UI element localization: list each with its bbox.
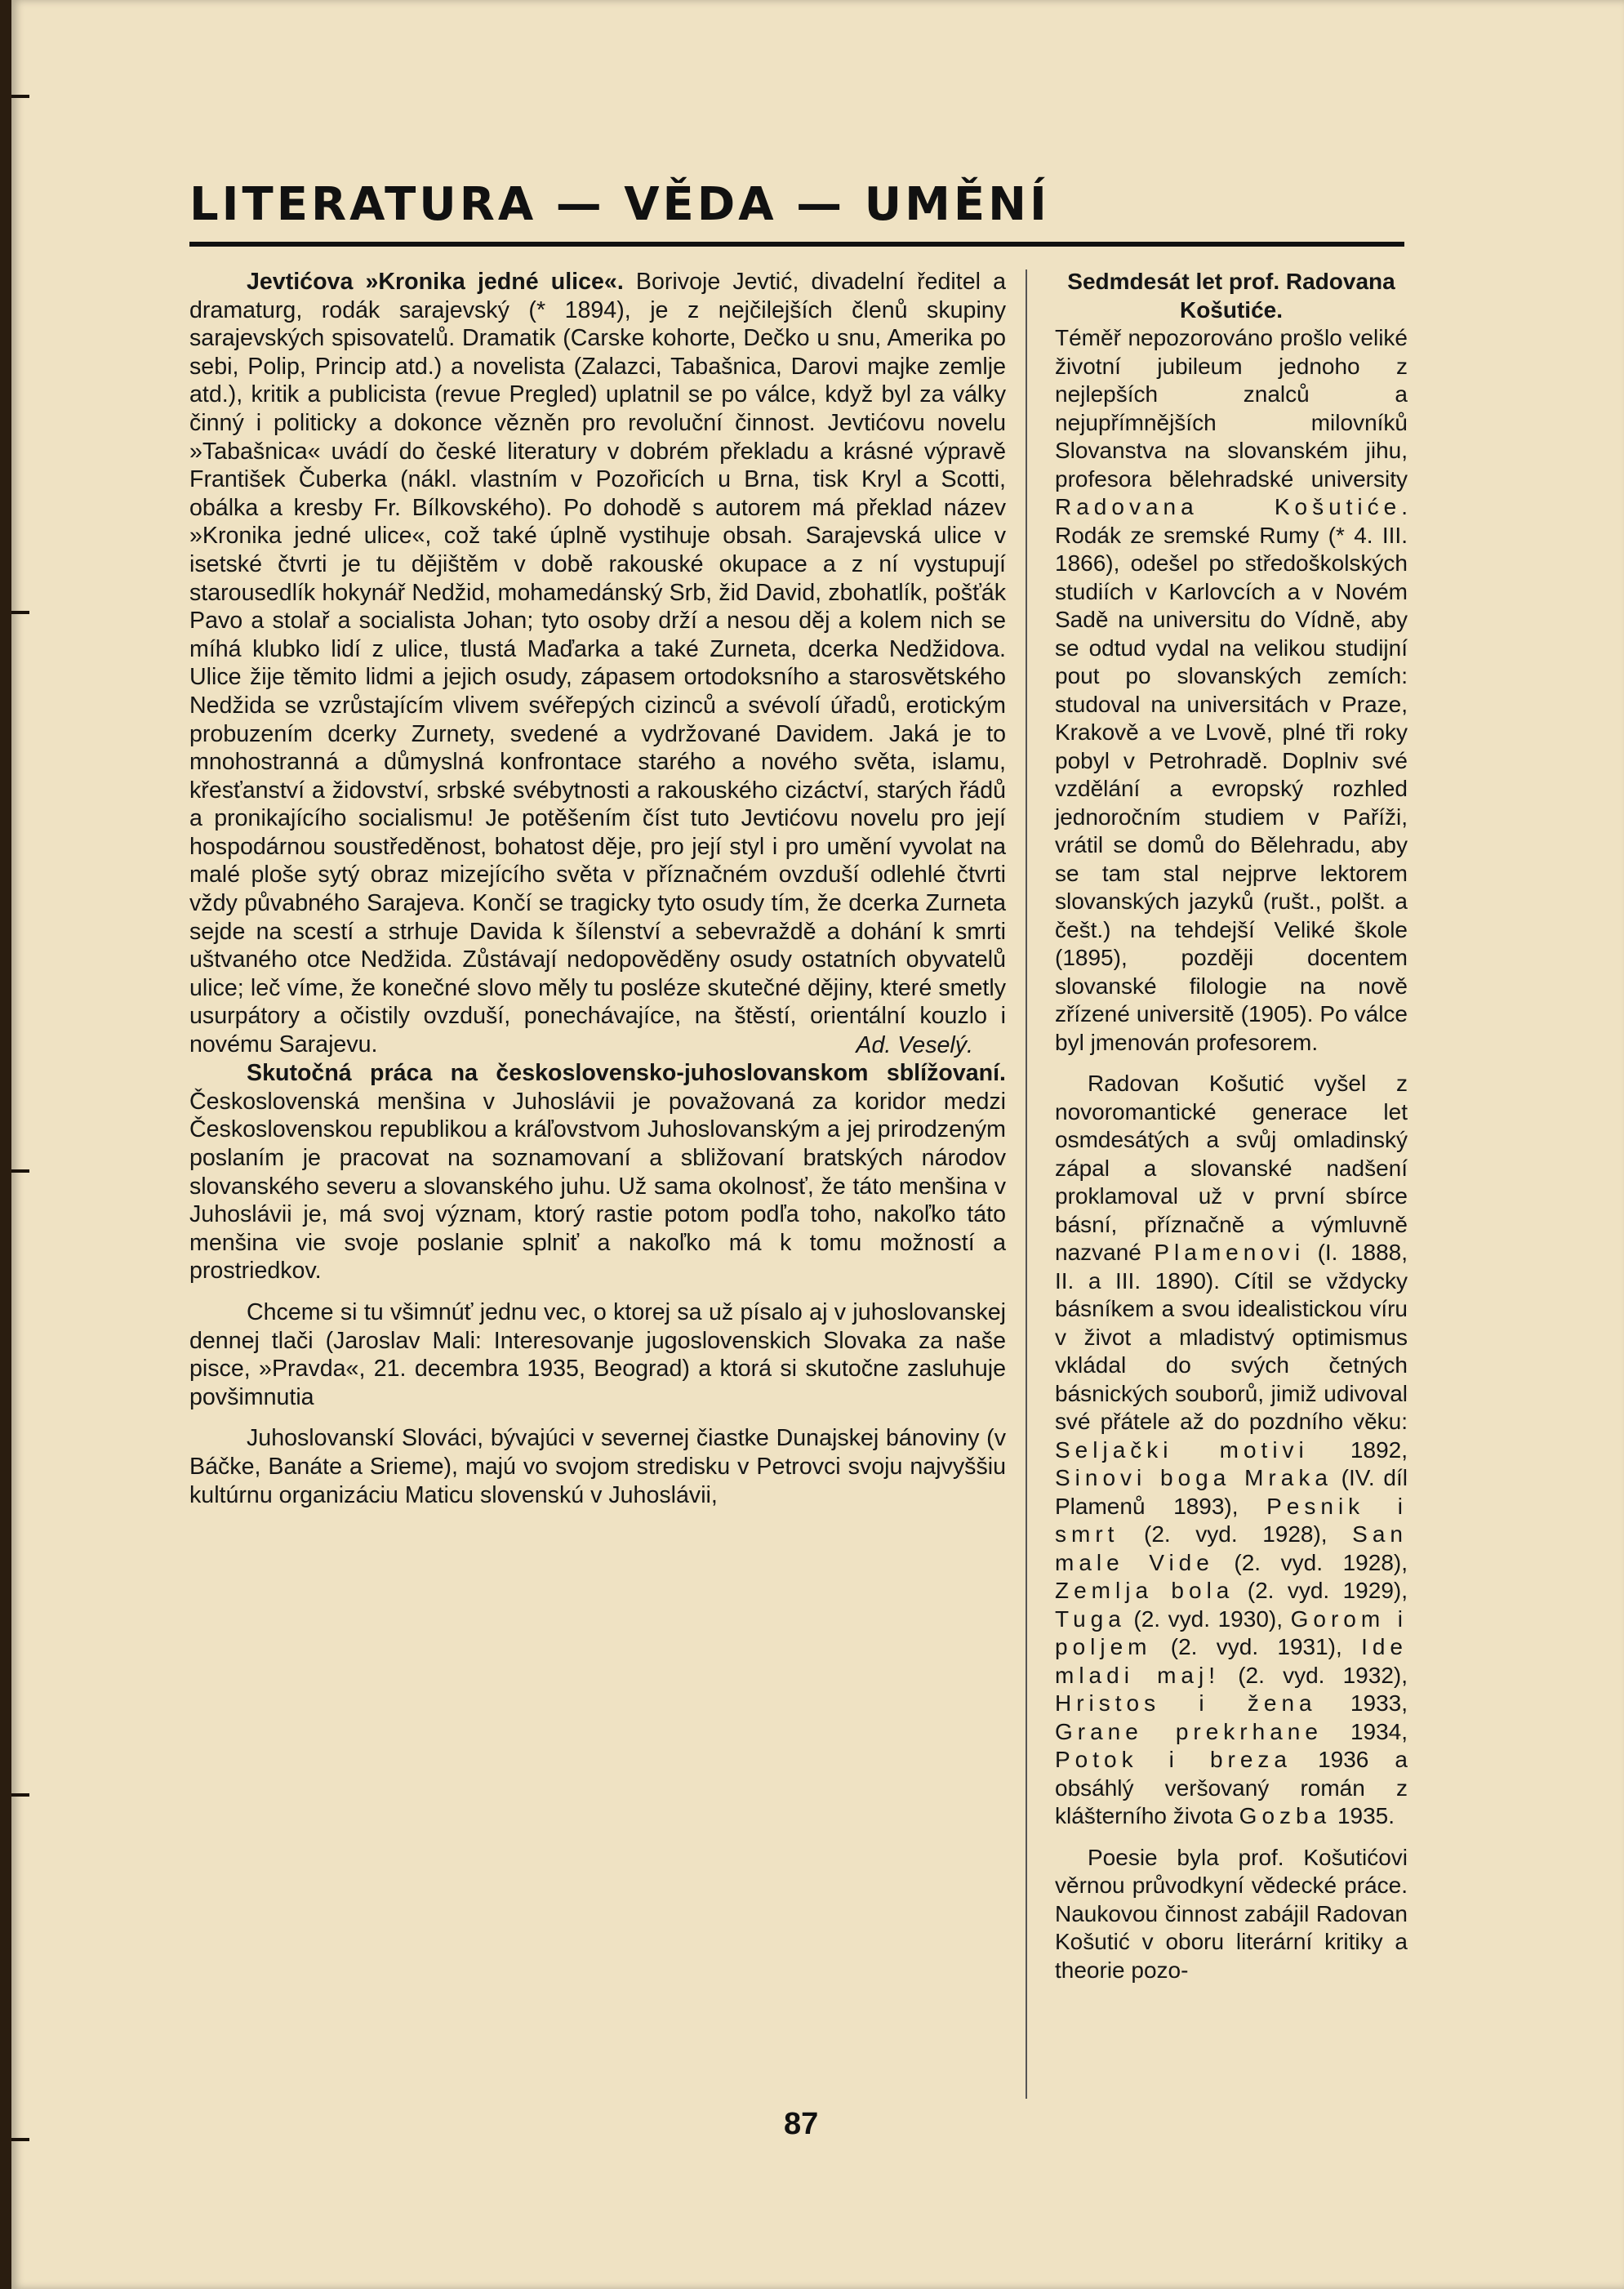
text: 1933, [1350, 1690, 1408, 1716]
book-title: Seljački motivi [1055, 1436, 1309, 1463]
spaced-name: Radovana Košutiće [1055, 494, 1402, 519]
text: (2. vyd. 1932), [1238, 1662, 1408, 1688]
binding-mark [11, 95, 29, 98]
text: (IV. díl Plamenů 1893), [1055, 1465, 1408, 1519]
paragraph: Juhoslovanskí Slováci, bývajúci v severnej čiastke Dunajskej bánoviny (v Báčke, Banáte a Srieme), majú vo svojom stredisku v Petrovci svoju najvyššiu kultúrnu organizáciu Maticu slovenskú v Juhoslávii, [189, 1425, 1006, 1508]
book-title: Hristos i žena [1055, 1690, 1317, 1716]
text: (2. vyd. 1929), [1247, 1578, 1408, 1603]
book-title: Grane prekrhane [1055, 1718, 1323, 1744]
binding-mark [11, 1169, 29, 1173]
article-body: Borivoje Jevtić, divadelní ředitel a dramaturg, rodák sarajevský (* 1894), je z nejčilejších členů skupiny sarajevských spisovatelů. Dramatik (Carske kohorte, Dečko u snu, Amerika po sebi, Polip, Princip atd.) a novelista (Zalazci, Tabašnica, Darovi majke zemlje atd.), kritik a publicista (revue Pregled) uplatnil se po válce, když byl za války činný i politicky a dokonce vězněn pro revoluční činnost. Jevtićovu novelu »Tabašnica« uvádí do české literatury v dobrém překladu a krásné výpravě František Čuberka (nákl. vlastním v Pozořicích u Brna, tisk Kryl a Scotti, obálka a kresby Fr. Bílkovského). Po dohodě s autorem má překlad název »Kronika jedné ulice«, což také úplně vystihuje obsah. Sarajevská ulice v isetské čtvrti je tu dějištěm v době rakouské okupace a z ní vystupují starousedlík hokynář Nedžid, mohamedánský Srb, žid David, zbohatlík, pošťák Pavo a stolař a socialista Johan; tyto osoby drží a nesou děj a kolem nich se míhá klubko lidí z ulice, tlustá Maďarka a také Zurneta, dcerka Nedžidova. Ulice žije těmito lidmi a jejich osudy, zápasem ortodoksního a starosvětského Nedžida se vzrůstajícím vlivem svéřepých cizinců a svévolí úřadů, erotickým probuzením dcerky Zurnety, svedené a vydržované Davidem. Jaká je to mnohostranná a důmyslná konfrontace starého a nového světa, islamu, křesťanství a židovství, srbské svébytnosti a rakouského cizáctví, starých řádů a pronikajícího socialismu! Je potěšením číst tuto Jevtićovu novelu pro její hospodárnou soustředěnost, bohatost děje, pro její styl i pro umění vyvolat na malé ploše sytý obraz mizejícího světa v příznačném ovzduší odlehlé čtvrti vždy půvabného Sarajeva. Končí se tragicky tyto osudy tím, že dcerka Zurneta sejde na scestí a strhuje Davida k šílenství a sebevraždě a dohání k smrti uštvaného otce Nedžida. Zůstávají nedopověděny osudy ostatních obyvatelů ulice; leč víme, že konečné slovo měly tu posléze skutečné dějiny, které smetly usurpátory a očistily ovzduší, ponechávajíce, na štěstí, orientální kouzlo i novému Sarajevu. [189, 269, 1007, 1058]
book-title: Plamenovi [1154, 1240, 1306, 1265]
text: (2. vyd. 1930), [1133, 1605, 1284, 1632]
book-title: San male Vide [1055, 1521, 1408, 1575]
article-title: Skutočná práca na československo-juhoslovanskom sblížovaní. [247, 1060, 1006, 1087]
text: 1935. [1337, 1803, 1395, 1828]
text: (2. vyd. 1928), [1144, 1521, 1328, 1547]
book-title: Zemlja bola [1055, 1578, 1235, 1603]
book-title: Sinovi boga Mraka [1055, 1465, 1333, 1490]
binding-mark [11, 611, 29, 614]
text: (2. vyd. 1931), [1170, 1634, 1342, 1659]
text: Radovan Košutić vyšel z novoromantické generace let osmdesátých a svůj omladinský zápal a slovanské nadšení proklamoval už v první sbírce básní, příznačně a výmluvně nazvané [1055, 1071, 1408, 1265]
left-column [189, 268, 1006, 1509]
book-binding [0, 0, 11, 2289]
article-title: Sedmdesát let prof. Radovana Košutiće. [1067, 269, 1395, 323]
author-signature: Ad. Veselý. [856, 1031, 973, 1058]
text: 1936 a obsáhlý veršovaný román z klášterního života [1055, 1747, 1408, 1828]
article-jevtic [189, 268, 1006, 1059]
text: (2. vyd. 1928), [1234, 1549, 1408, 1575]
article-title: Jevtićova »Kronika jedné ulice«. [247, 269, 624, 295]
binding-mark [11, 1793, 29, 1797]
article-body: Československá menšina v Juhoslávii je považovaná za koridor medzi Československou republikou a kráľovstvom Juhoslovanským a jej prirodzeným poslaním je pracovat na soznamovaní a sbližovaní bratských národov slovanského severu a slovanského juhu. Už sama okolnosť, že táto menšina v Juhoslávii je, má svoj význam, ktorý rastie potom podľa toho, nakoľko táto menšina vie svoje poslanie splniť a nakoľko má k tomu možností a prostriedkov. [189, 1088, 1006, 1285]
text: (I. 1888, II. a III. 1890). Cítil se vždycky básníkem a svou idealistickou víru v život a mladistvý optimismus vkládal do svých četných básnických souborů, jimiž udivoval své přátele až do pozdního věku: [1055, 1240, 1408, 1434]
page-number: 87 [784, 2107, 819, 2141]
article-kosutic [1055, 324, 1408, 1057]
text: 1892, [1350, 1436, 1408, 1463]
article-body: . Rodák ze sremské Rumy (* 4. III. 1866), odešel po středoškolských studiích v Karlovcích a v Novém Sadě na universitu do Vídně, aby se odtud vydal na velikou studijní pout po slovanských zemích: studoval na universitách v Praze, Krakově a ve Lvově, plné tři roky pobyl v Petrohradě. Doplniv své vzdělání a evropský rozhled jednoročním studiem v Paříži, vrátil se domů do Bělehradu, aby se tam stal nejprve lektorem slovanských jazyků (rušt., polšt. a češt.) na tehdejší Veliké škole (1895), později docentem slovanské filologie na nově zřízené universitě (1905). Po válce byl jmenován profesorem. [1055, 494, 1408, 1055]
article-skutocna-praca [189, 1059, 1006, 1285]
book-title: Pesnik i smrt [1055, 1493, 1408, 1547]
column-divider [1026, 269, 1027, 2099]
article-title-block [1055, 268, 1408, 324]
heading-rule [189, 242, 1404, 247]
binding-mark [11, 2138, 29, 2141]
section-heading: LITERATURA — VĚDA — UMĚNÍ [189, 178, 1050, 231]
article-body: Téměř nepozorováno prošlo veliké životní jubileum jednoho z nejlepších znalců a nejupřímnějších milovníků Slovanstva na slovanském jihu, profesora bělehradské university [1055, 325, 1408, 492]
paragraph: Chceme si tu všimnúť jednu vec, o ktorej sa už písalo aj v juhoslovanskej dennej tlači (Jaroslav Mali: Interesovanje jugoslovenskich Slovaka za naše pisce, »Pravda«, 21. decembra 1935, Beograd) a ktorá si skutočne zasluhuje povšimnutia [189, 1298, 1006, 1410]
book-title: Potok i breza [1055, 1747, 1292, 1772]
paragraph [1055, 1070, 1408, 1831]
book-title: Ide mladi maj! [1055, 1634, 1408, 1688]
book-title: Tuga [1055, 1605, 1126, 1632]
paragraph: Poesie byla prof. Košutićovi věrnou průvodkyní vědecké práce. Naukovou činnost zabájil Radovan Košutić v oboru literární kritiky a theorie pozo- [1055, 1844, 1408, 1983]
book-title: Gorom i poljem [1055, 1605, 1408, 1659]
book-title: Gozba [1239, 1803, 1332, 1828]
right-column [1055, 268, 1408, 1984]
text: 1934, [1350, 1718, 1408, 1744]
